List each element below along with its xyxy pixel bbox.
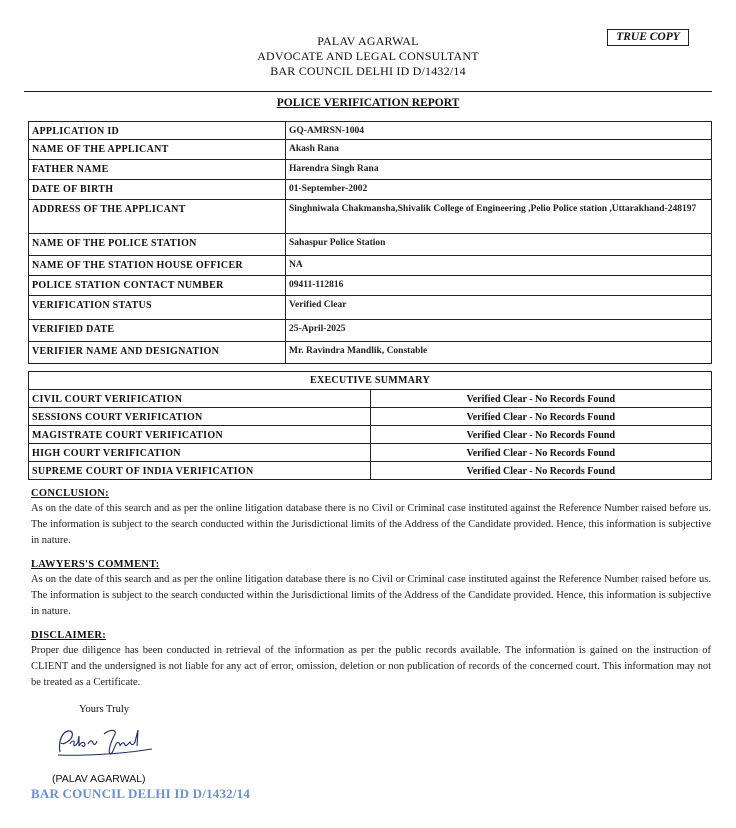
table-header-row: [29, 372, 712, 390]
field-label: NAME OF THE APPLICANT: [29, 140, 286, 160]
yours-truly: Yours Truly: [79, 704, 130, 715]
lawyers-comment-title: LAWYERS'S COMMENT:: [31, 559, 160, 570]
executive-summary-title: EXECUTIVE SUMMARY: [29, 372, 712, 390]
table-row: [29, 180, 712, 200]
court-label: MAGISTRATE COURT VERIFICATION: [29, 426, 371, 444]
field-label: APPLICATION ID: [29, 122, 286, 140]
field-label: DATE OF BIRTH: [29, 180, 286, 200]
field-value: Mr. Ravindra Mandlik, Constable: [286, 342, 712, 364]
field-label: ADDRESS OF THE APPLICANT: [29, 200, 286, 234]
field-value: 25-April-2025: [286, 320, 712, 342]
court-status: Verified Clear - No Records Found: [370, 426, 712, 444]
conclusion-section: [31, 487, 711, 549]
conclusion-title: CONCLUSION:: [31, 488, 109, 499]
field-value: Sahaspur Police Station: [286, 234, 712, 256]
field-value: Singhniwala Chakmansha,Shivalik College of Engineering ,Pelio Police station ,Uttarakhand-248197: [286, 200, 712, 234]
advocate-title: ADVOCATE AND LEGAL CONSULTANT: [257, 49, 479, 63]
court-status: Verified Clear - No Records Found: [370, 390, 712, 408]
table-row: [29, 160, 712, 180]
field-value: 01-September-2002: [286, 180, 712, 200]
table-row: [29, 444, 712, 462]
table-row: [29, 390, 712, 408]
footer-bar-council-id: BAR COUNCIL DELHI ID D/1432/14: [31, 786, 251, 801]
court-status: Verified Clear - No Records Found: [370, 408, 712, 426]
report-title: POLICE VERIFICATION REPORT: [276, 97, 460, 109]
field-value: Verified Clear: [286, 296, 712, 320]
disclaimer-section: [31, 629, 711, 691]
bar-council-id: BAR COUNCIL DELHI ID D/1432/14: [270, 64, 466, 78]
lawyers-comment-section: [31, 558, 711, 620]
field-value: Harendra Singh Rana: [286, 160, 712, 180]
advocate-name: PALAV AGARWAL: [317, 34, 419, 48]
table-row: [29, 122, 712, 140]
field-value: NA: [286, 256, 712, 276]
true-copy-stamp: TRUE COPY: [607, 29, 689, 46]
field-label: FATHER NAME: [29, 160, 286, 180]
field-label: VERIFIED DATE: [29, 320, 286, 342]
field-label: VERIFIER NAME AND DESIGNATION: [29, 342, 286, 364]
executive-summary-table: [28, 371, 712, 480]
table-row: [29, 200, 712, 234]
table-row: [29, 234, 712, 256]
court-label: SUPREME COURT OF INDIA VERIFICATION: [29, 462, 371, 480]
table-row: [29, 462, 712, 480]
applicant-details-table: [28, 121, 712, 364]
table-row: [29, 296, 712, 320]
conclusion-text: As on the date of this search and as per the online litigation database there is no Civil or Criminal case instituted against the Reference Number raised before us. The information is subject to the search conducted within the Jurisdictional limits of the Address of the Candidate provided. Hence, this information is subjective in nature.: [31, 503, 711, 546]
court-label: CIVIL COURT VERIFICATION: [29, 390, 371, 408]
signatory-name: (PALAV AGARWAL): [52, 773, 146, 785]
field-value: GQ-AMRSN-1004: [286, 122, 712, 140]
court-label: SESSIONS COURT VERIFICATION: [29, 408, 371, 426]
field-value: 09411-112816: [286, 276, 712, 296]
header-divider: [24, 91, 712, 92]
court-status: Verified Clear - No Records Found: [370, 444, 712, 462]
handwritten-signature: [52, 722, 162, 762]
table-row: [29, 408, 712, 426]
field-label: NAME OF THE POLICE STATION: [29, 234, 286, 256]
field-label: VERIFICATION STATUS: [29, 296, 286, 320]
court-status: Verified Clear - No Records Found: [370, 462, 712, 480]
table-row: [29, 342, 712, 364]
lawyers-comment-text: As on the date of this search and as per the online litigation database there is no Civil or Criminal case instituted against the Reference Number raised before us. The information is subject to the search conducted within the Jurisdictional limits of the Address of the Candidate provided. Hence, this information is subjective in nature.: [31, 574, 711, 617]
table-row: [29, 140, 712, 160]
table-row: [29, 276, 712, 296]
field-value: Akash Rana: [286, 140, 712, 160]
disclaimer-text: Proper due diligence has been conducted in retrieval of the information as per the public records available. The information is gained on the instruction of CLIENT and the undersigned is not liable for any act of error, omission, deletion or non publication of records of the concerned court. This information may not be treated as a Certificate.: [31, 645, 711, 688]
court-label: HIGH COURT VERIFICATION: [29, 444, 371, 462]
field-label: POLICE STATION CONTACT NUMBER: [29, 276, 286, 296]
disclaimer-title: DISCLAIMER:: [31, 630, 107, 641]
table-row: [29, 256, 712, 276]
table-row: [29, 426, 712, 444]
field-label: NAME OF THE STATION HOUSE OFFICER: [29, 256, 286, 276]
table-row: [29, 320, 712, 342]
